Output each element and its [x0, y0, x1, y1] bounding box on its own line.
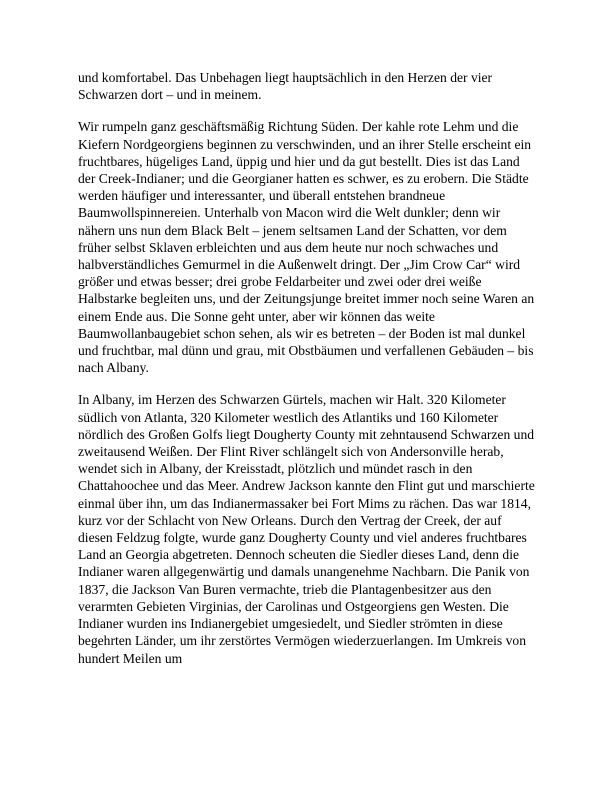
- paragraph-continuation: und komfortabel. Das Unbehagen liegt hauptsächlich in den Herzen der vier Schwarzen dort – und in meinem.: [78, 70, 493, 103]
- paragraph-journey-south: Wir rumpeln ganz geschäftsmäßig Richtung Süden. Der kahle rote Lehm und die Kiefern Nordgeorgiens beginnen zu verschwinden, und an ihrer Stelle erscheint ein fruchtbares, hügeliges Land, üppig und hier und da gut bestellt. Dies ist das Land der Creek-Indianer; und die Georgianer hatten es schwer, es zu erobern. Die Städte werden häufiger und interessanter, und überall entstehen brandneue Baumwollspinnereien. Unterhalb von Macon wird die Welt dunkler; denn wir nähern uns nun dem Black Belt – jenem seltsamen Land der Schatten, vor dem früher selbst Sklaven erbleichten und aus dem heute nur noch schwaches und halbverständliches Gemurmel in die Außenwelt dringt. Der „Jim Crow Car“ wird größer und etwas besser; drei grobe Feldarbeiter und zwei oder drei weiße Halbstarke begleiten uns, und der Zeitungsjunge breitet immer noch seine Waren an einem Ende aus. Die Sonne geht unter, aber wir können das weite Baumwollanbaugebiet schon sehen, als wir es betreten – der Boden ist mal dunkel und fruchtbar, mal dünn und grau, mit Obstbäumen und verfallenen Gebäuden – bis nach Albany.: [78, 119, 535, 376]
- paragraph-albany: In Albany, im Herzen des Schwarzen Gürtels, machen wir Halt. 320 Kilometer südlich von Atlanta, 320 Kilometer westlich des Atlantiks und 160 Kilometer nördlich des Großen Golfs liegt Dougherty County mit zehntausend Schwarzen und zweitausend Weißen. Der Flint River schlängelt sich von Andersonville herab, wendet sich in Albany, der Kreisstadt, plötzlich und mündet rasch in den Chattahoochee und das Meer. Andrew Jackson kannte den Flint gut und marschierte einmal über ihn, um das Indianermassaker bei Fort Mims zu rächen. Das war 1814, kurz vor der Schlacht von New Orleans. Durch den Vertrag der Creek, der auf diesen Feldzug folgte, wurde ganz Dougherty County und viel anderes fruchtbares Land an Georgia abgetreten. Dennoch scheuten die Siedler dieses Land, denn die Indianer waren allgegenwärtig und damals unangenehme Nachbarn. Die Panik von 1837, die Jackson Van Buren vermachte, trieb die Plantagenbesitzer aus den verarmten Gebieten Virginias, der Carolinas und Ostgeorgiens gen Westen. Die Indianer wurden ins Indianergebiet umgesiedelt, und Siedler strömten in diese begehrten Länder, um ihr zerstörtes Vermögen wiederzuerlangen. Im Umkreis von hundert Meilen um: [78, 392, 535, 666]
- document-page: [78, 69, 538, 682]
